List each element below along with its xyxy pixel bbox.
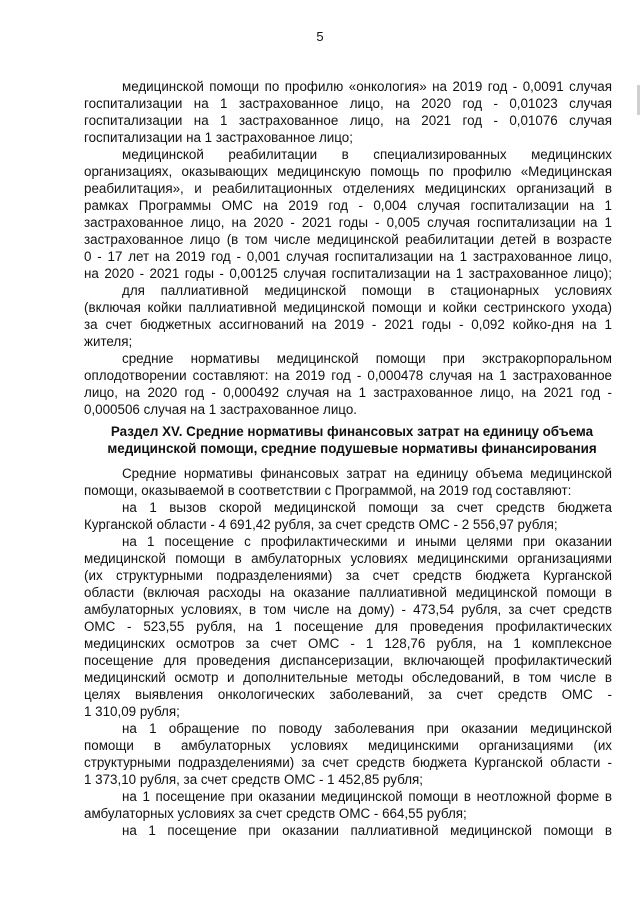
- paragraph-line: медицинской помощи по профилю «онкология» на 2019 год - 0,0091 случая: [122, 79, 612, 94]
- paragraph-line: на 1 обращение по поводу заболевания при оказании медицинской: [122, 721, 612, 736]
- paragraph-line: застрахованное лицо, на 2020 - 2021 годы - 0,005 случая госпитализации на 1: [84, 215, 612, 230]
- paragraph-line: (включая койки паллиативной медицинской помощи и койки сестринского ухода): [84, 300, 612, 315]
- paragraph-line: Курганской области - 4 691,42 рубля, за счет средств ОМС - 2 556,97 рубля;: [84, 517, 558, 532]
- paragraph-line: медицинской реабилитации в специализированных медицинских: [122, 147, 612, 162]
- paragraph-line: госпитализации на 1 застрахованное лицо;: [84, 130, 353, 145]
- section-heading-line: Раздел XV. Средние нормативы финансовых затрат на единицу объема: [110, 424, 594, 439]
- paragraph-line: 0 - 17 лет на 2019 год - 0,001 случая госпитализации на 1 застрахованное лицо,: [84, 249, 612, 264]
- paragraph-line: области (включая расходы на оказание паллиативной медицинской помощи в: [84, 585, 612, 600]
- paragraph-line: лицо, на 2020 год - 0,000492 случая на 1 застрахованное лицо, на 2021 год -: [84, 385, 612, 400]
- paragraph-line: медицинской помощи в амбулаторных условиях медицинскими организациями: [84, 551, 612, 566]
- paragraph-line: структурными подразделениями) за счет средств бюджета Курганской области -: [84, 755, 612, 770]
- paragraph-line: на 1 посещение при оказании медицинской помощи в неотложной форме в: [122, 789, 612, 804]
- paragraph-line: (их структурными подразделениями) за счет средств бюджета Курганской: [84, 568, 612, 583]
- paragraph-line: медицинский осмотр и дополнительные методы обследований, в том числе в: [84, 670, 612, 685]
- paragraph-line: госпитализации на 1 застрахованное лицо, на 2020 год - 0,01023 случая: [84, 96, 612, 111]
- paragraph-line: за счет бюджетных ассигнований на 2019 - 2021 годы - 0,092 койко-дня на 1: [84, 317, 612, 332]
- paragraph-line: амбулаторных условиях, в том числе на дому) - 473,54 рубля, за счет средств: [84, 602, 612, 617]
- paragraph-line: 1 373,10 рубля, за счет средств ОМС - 1 452,85 рубля;: [84, 772, 423, 787]
- paragraph-line: на 1 посещение с профилактическими и иными целями при оказании: [122, 534, 612, 549]
- paragraph-line: помощи в амбулаторных условиях медицинскими организациями (их: [84, 738, 612, 753]
- paragraph-line: оплодотворении составляют: на 2019 год - 0,000478 случая на 1 застрахованное: [84, 368, 612, 383]
- paragraph-line: организациях, оказывающих медицинскую помощь по профилю «Медицинская: [84, 164, 612, 179]
- paragraph-line: средние нормативы медицинской помощи при экстракорпоральном: [122, 351, 612, 366]
- page-number: 5: [316, 29, 324, 44]
- paragraph-line: ОМС - 523,55 рубля, на 1 посещение для проведения профилактических: [84, 619, 612, 634]
- paragraph-line: Средние нормативы финансовых затрат на единицу объема медицинской: [122, 466, 612, 481]
- paragraph-line: на 1 вызов скорой медицинской помощи за счет средств бюджета: [122, 500, 612, 515]
- paragraph-line: целях выявления онкологических заболеваний, за счет средств ОМС -: [84, 687, 612, 702]
- paragraph-line: рамках Программы ОМС на 2019 год - 0,004 случая госпитализации на 1: [84, 198, 612, 213]
- paragraph-line: помощи, оказываемой в соответствии с Программой, на 2019 год составляют:: [84, 483, 572, 498]
- paragraph-line: на 1 посещение при оказании паллиативной медицинской помощи в: [122, 823, 612, 838]
- paragraph-line: реабилитация», и реабилитационных отделениях медицинских организаций в: [84, 181, 612, 196]
- paragraph-line: на 2020 - 2021 годы - 0,00125 случая госпитализации на 1 застрахованное лицо);: [84, 266, 612, 281]
- paragraph-line: 0,000506 случая на 1 застрахованное лицо.: [84, 402, 357, 417]
- section-heading-line: медицинской помощи, средние подушевые нормативы финансирования: [107, 441, 597, 456]
- paragraph-line: посещение для проведения диспансеризации, включающей профилактический: [84, 653, 612, 668]
- paragraph-line: медицинских осмотров за счет ОМС - 1 128,76 рубля, на 1 комплексное: [84, 636, 612, 651]
- paragraph-line: застрахованное лицо (в том числе медицинской реабилитации детей в возрасте: [84, 232, 612, 247]
- paragraph-line: жителя;: [84, 334, 133, 349]
- paragraph-line: 1 310,09 рубля;: [84, 704, 180, 719]
- paragraph-line: госпитализации на 1 застрахованное лицо, на 2021 год - 0,01076 случая: [84, 113, 612, 128]
- paragraph-line: амбулаторных условиях за счет средств ОМС - 664,55 рубля;: [84, 806, 467, 821]
- paragraph-line: для паллиативной медицинской помощи в стационарных условиях: [122, 283, 612, 298]
